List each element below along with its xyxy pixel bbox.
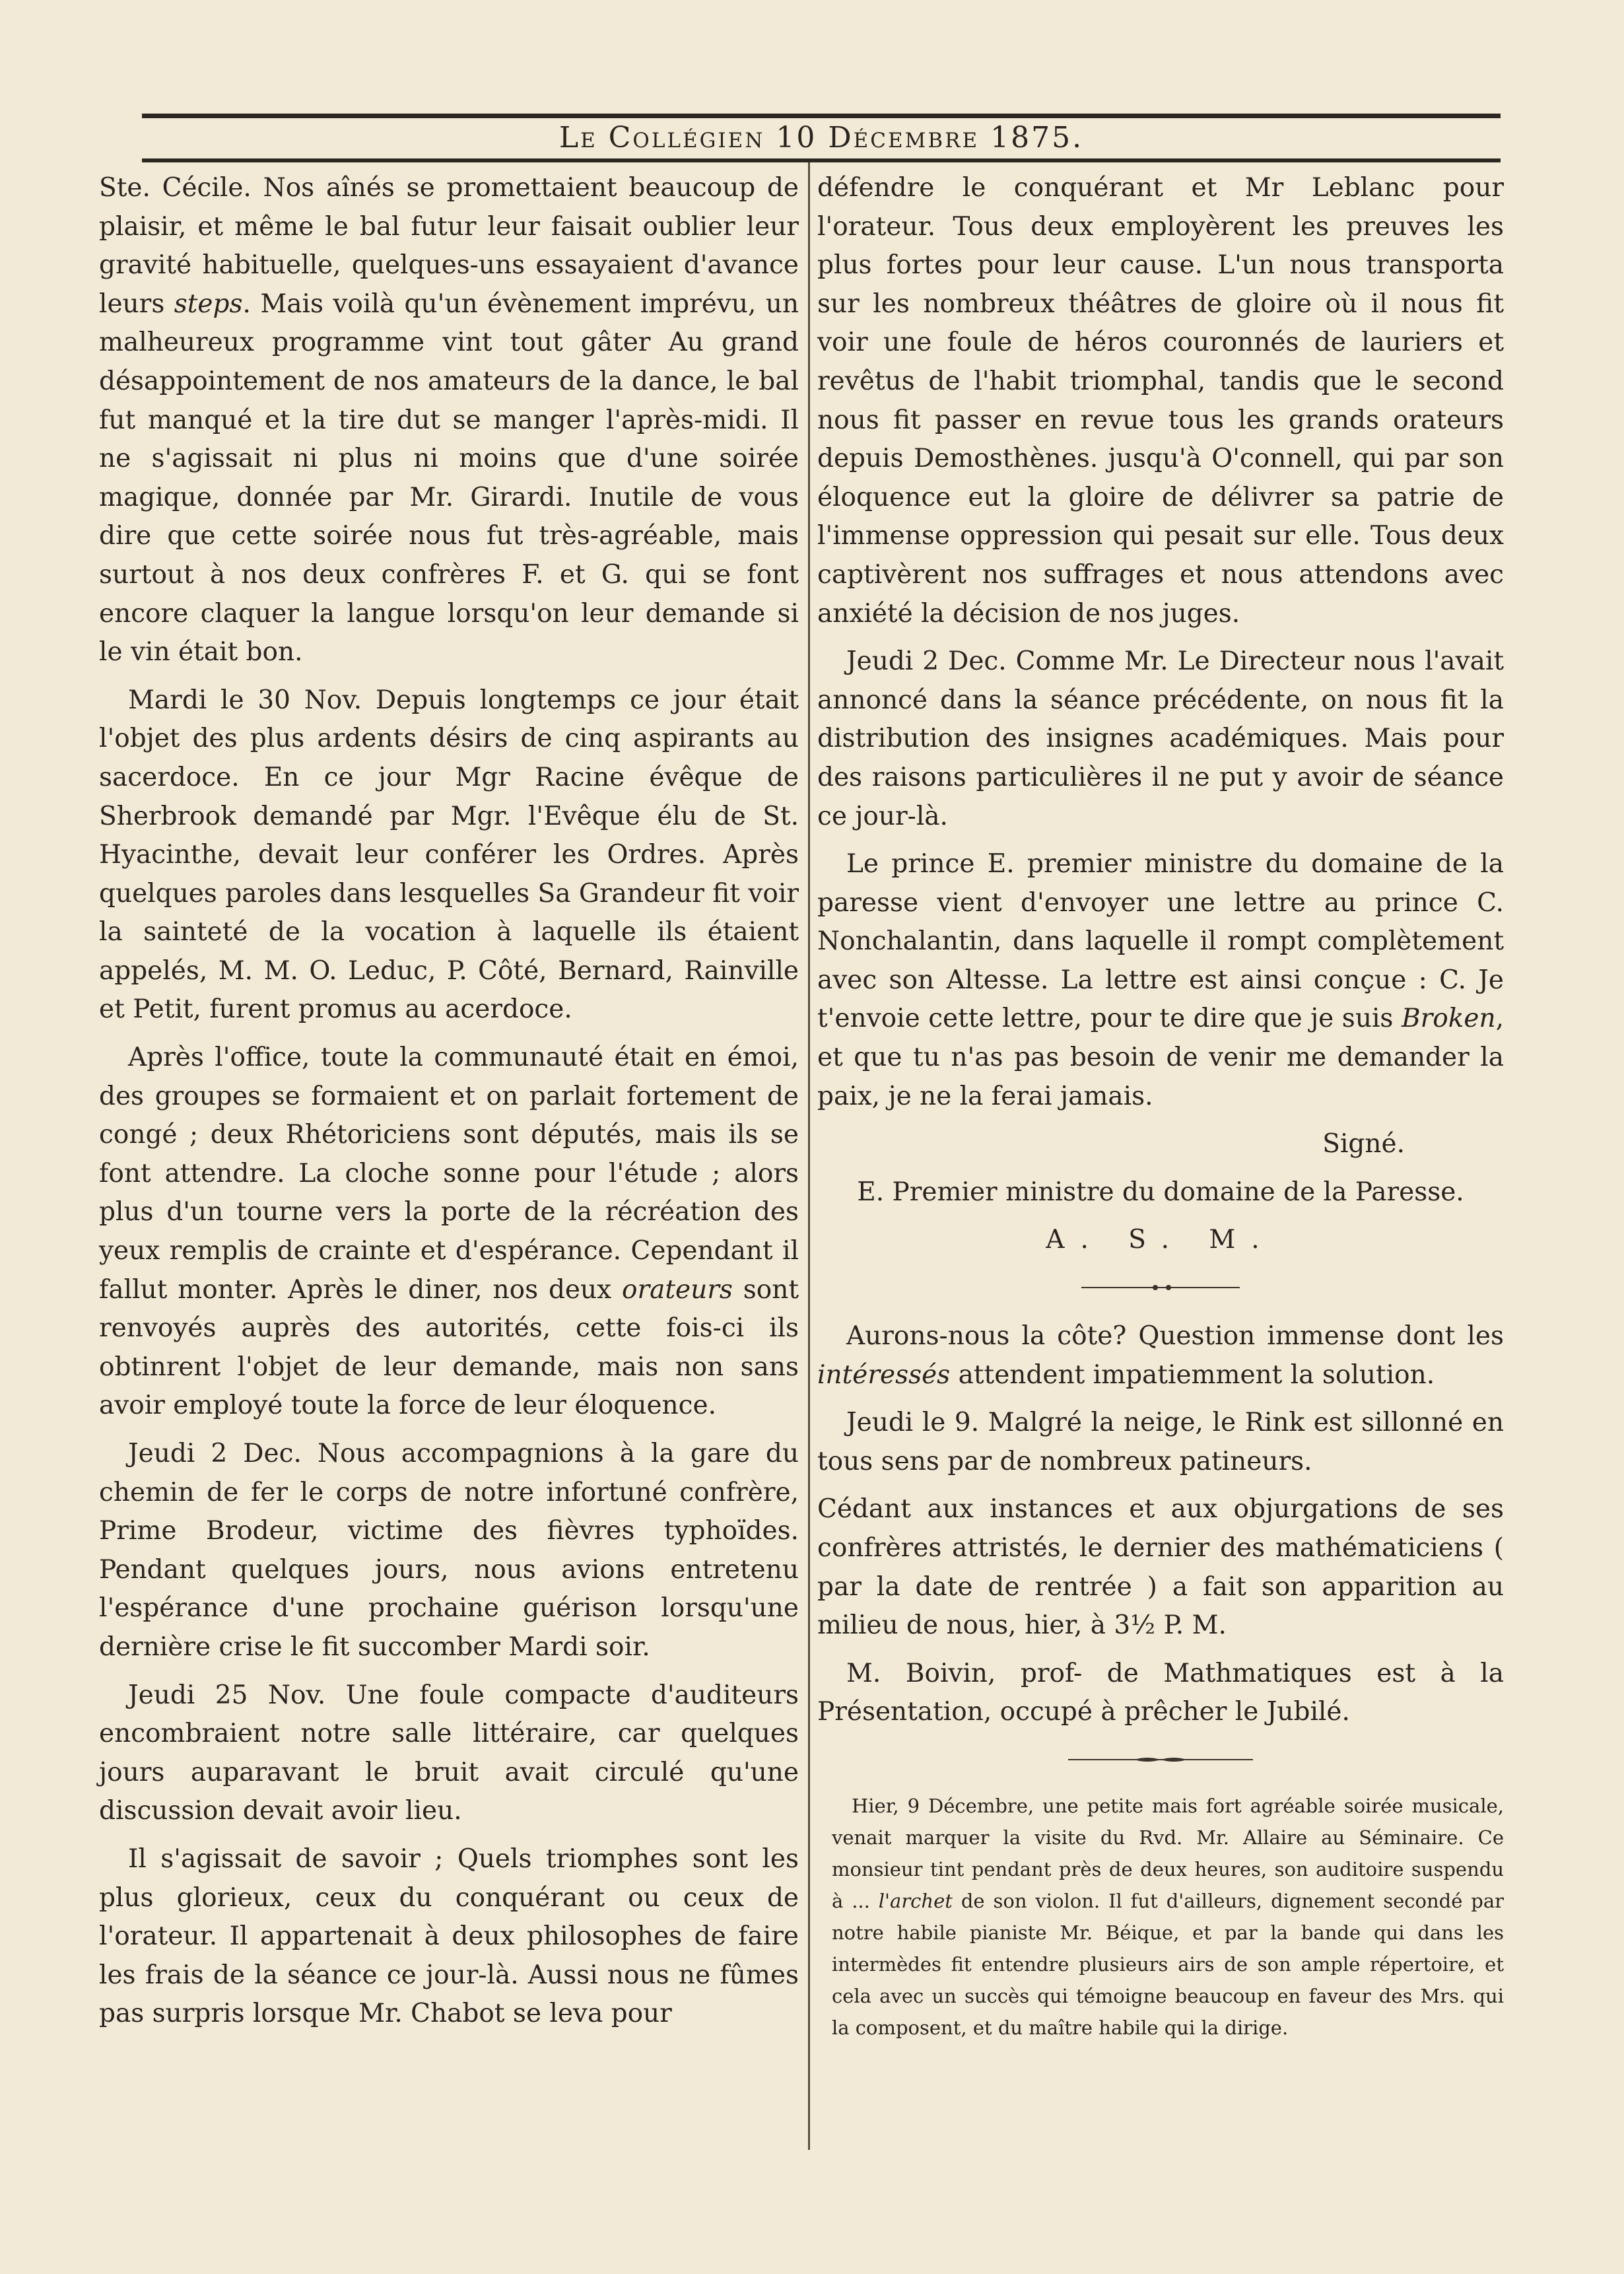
paragraph: Il s'agissait de savoir ; Quels triomphes sont les plus glorieux, ceux du conquérant ou ceux de l'orateur. Il appartenait à deux philosophes de faire les frais de la séance ce jour-là. Aussi nous ne fûmes pas surpris lorsque Mr. Chabot se leva pour <box>99 1843 799 2029</box>
paragraph: Hier, 9 Décembre, une petite mais fort agréable soirée musicale, venait marquer la visite du Rvd. Mr. Allaire au Séminaire. Ce monsieur tint pendant près de deux heures, son auditoire suspendu à ... l'archet de son violon. Il fut d'ailleurs, dignement secondé par notre habile pianiste Mr. Béique, et par la bande qui dans les intermèdes fit entendre plusieurs airs de son ample répertoire, et cela avec un succès qui témoigne beaucoup en faveur des Mrs. qui la composent, et du maître habile qui la dirige. <box>832 1794 1504 2039</box>
paragraph: M. Boivin, prof- de Mathmatiques est à la Présentation, occupé à prêcher le Jubilé. <box>817 1658 1504 1727</box>
music-evening-note <box>817 1790 1504 2044</box>
paragraph: Aurons-nous la côte? Question immense dont les intéressés attendent impatiemment la solution. <box>817 1321 1504 1390</box>
paragraph: Jeudi le 9. Malgré la neige, le Rink est sillonné en tous sens par de nombreux patineurs. <box>817 1408 1504 1476</box>
paragraph: Jeudi 25 Nov. Une foule compacte d'auditeurs encombraient notre salle littéraire, car quelques jours auparavant le bruit avait circulé qu'une discussion devait avoir lieu. <box>99 1680 799 1826</box>
signed-label: Signé. <box>1322 1129 1405 1159</box>
paragraph: Après l'office, toute la communauté était en émoi, des groupes se formaient et on parlait fortement de congé ; deux Rhétoriciens sont députés, mais ils se font attendre. La cloche sonne pour l'étude ; alors plus d'un tourne vers la porte de la récréation des yeux remplis de crainte et d'espérance. Cependant il fallut monter. Après le diner, nos deux orateurs sont renvoyés auprès des autorités, cette fois-ci ils obtinrent l'objet de leur demande, mais non sans avoir employé toute la force de leur éloquence. <box>99 1043 799 1421</box>
paragraph: Le prince E. premier ministre du domaine de la paresse vient d'envoyer une lettre au prince C. Nonchalantin, dans laquelle il rompt complètement avec son Altesse. La lettre est ainsi conçue : C. Je t'envoie cette lettre, pour te dire que je suis Broken, et que tu n'as pas besoin de venir me demander la paix, je ne la ferai jamais. <box>817 849 1504 1111</box>
page-header: Le Collégien 10 Décembre 1875. <box>558 121 1084 155</box>
paragraph: Jeudi 2 Dec. Nous accompagnions à la gare du chemin de fer le corps de notre infortuné confrère, Prime Brodeur, victime des fièvres typhoïdes. Pendant quelques jours, nous avions entretenu l'espérance d'une prochaine guérison lorsqu'une dernière crise le fit succomber Mardi soir. <box>99 1439 799 1662</box>
column-divider <box>808 162 810 2150</box>
author-initials: A. S. M. <box>1046 1225 1275 1255</box>
section-ornament <box>817 1282 1504 1295</box>
header-rule-bottom <box>142 158 1501 162</box>
signature-line: E. Premier ministre du domaine de la Paresse. <box>857 1177 1464 1207</box>
right-column <box>817 169 1504 2044</box>
section-ornament <box>817 1754 1504 1768</box>
paragraph: défendre le conquérant et Mr Leblanc pour l'orateur. Tous deux employèrent les preuves les plus fortes pour leur cause. L'un nous transporta sur les nombreux théâtres de gloire où il nous fit voir une foule de héros couronnés de lauriers et revêtus de l'habit triomphal, tandis que le second nous fit passer en revue tous les grands orateurs depuis Demosthènes. jusqu'à O'connell, qui par son éloquence eut la gloire de délivrer sa patrie de l'immense oppression qui pesait sur elle. Tous deux captivèrent nos suffrages et nous attendons avec anxiété la décision de nos juges. <box>817 173 1504 629</box>
paragraph: Jeudi 2 Dec. Comme Mr. Le Directeur nous l'avait annoncé dans la séance précédente, on nous fit la distribution des insignes académiques. Mais pour des raisons particulières il ne put y avoir de séance ce jour-là. <box>817 646 1504 831</box>
paragraph: Cédant aux instances et aux objurgations de ses confrères attristés, le dernier des mathématiciens ( par la date de rentrée ) a fait son apparition au milieu de nous, hier, à 3½ P. M. <box>817 1494 1504 1641</box>
paragraph: Ste. Cécile. Nos aînés se promettaient beaucoup de plaisir, et même le bal futur leur faisait oublier leur gravité habituelle, quelques-uns essayaient d'avance leurs steps. Mais voilà qu'un évènement imprévu, un malheureux programme vint tout gâter Au grand désappointement de nos amateurs de la dance, le bal fut manqué et la tire dut se manger l'après-midi. Il ne s'agissait ni plus ni moins que d'une soirée magique, donnée par Mr. Girardi. Inutile de vous dire que cette soirée nous fut très-agréable, mais surtout à nos deux confrères F. et G. qui se font encore claquer la langue lorsqu'on leur demande si le vin était bon. <box>99 173 799 668</box>
left-column <box>99 169 799 2043</box>
header-rule-top <box>142 114 1501 118</box>
paragraph: Mardi le 30 Nov. Depuis longtemps ce jour était l'objet des plus ardents désirs de cinq aspirants au sacerdoce. En ce jour Mgr Racine évêque de Sherbrook demandé par Mgr. l'Evêque élu de St. Hyacinthe, devait leur conférer les Ordres. Après quelques paroles dans lesquelles Sa Grandeur fit voir la sainteté de la vocation à laquelle ils étaient appelés, M. M. O. Leduc, P. Côté, Bernard, Rainville et Petit, furent promus au acerdoce. <box>99 685 799 1025</box>
